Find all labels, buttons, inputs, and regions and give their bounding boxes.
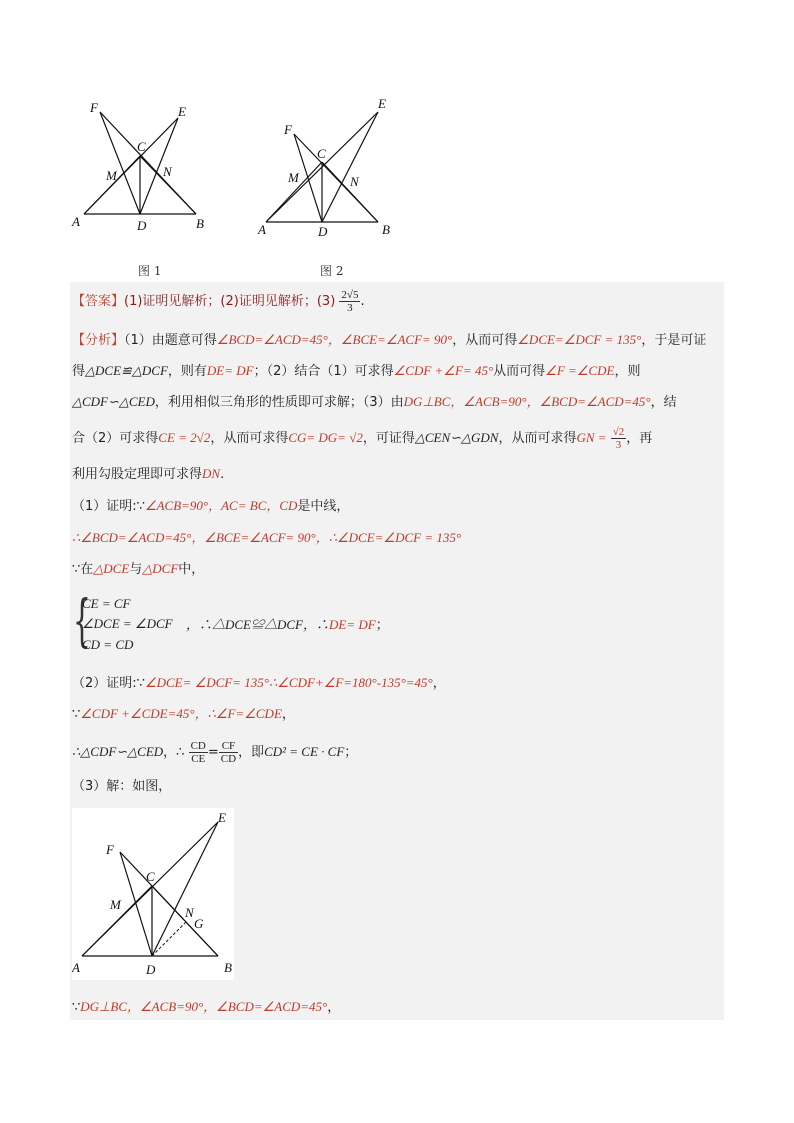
- fig2-label-A: A: [258, 222, 266, 237]
- proof-text: ∵: [72, 707, 81, 722]
- system-row-3: CD = CD: [82, 637, 134, 652]
- proof3-last-line: [72, 998, 340, 1017]
- fig3-label-N: N: [185, 905, 194, 920]
- proof-math: DE= DF: [329, 617, 376, 632]
- analysis-math: ∠CDF +∠F= 45°: [393, 363, 494, 378]
- analysis-text: ，从而可得: [452, 333, 518, 348]
- proof-math: △DCE: [93, 561, 130, 576]
- proof-math: ∠ACB=90°，AC= BC，CD: [144, 498, 298, 513]
- frac-den: 3: [615, 439, 622, 451]
- analysis-text: ，再: [626, 431, 653, 446]
- fig1-label-C: C: [137, 139, 146, 154]
- answer-fraction: [339, 289, 360, 314]
- analysis-text: ，则有: [167, 364, 207, 379]
- fig3-label-A: A: [72, 960, 80, 975]
- analysis-math: △CDF∽△CED: [72, 394, 155, 409]
- answer-frac-num: 2√5: [341, 289, 359, 301]
- analysis-text: （1）由题意可得: [124, 333, 217, 348]
- proof-text: ；: [375, 618, 389, 633]
- frac-num: √2: [612, 426, 625, 438]
- proof-text: ∵在: [72, 562, 94, 577]
- answer-frac-den: 3: [347, 302, 353, 314]
- analysis-text: ，从而可求得: [498, 431, 577, 446]
- proof-text: 是中线，: [297, 499, 350, 514]
- analysis-text: 利用勾股定理即可求得: [72, 467, 203, 482]
- proof1-line-2: ∴∠BCD=∠ACD=45°，∠BCE=∠ACF= 90°，∴∠DCE=∠DCF = 135°: [72, 530, 462, 545]
- proof-text: ，: [327, 1000, 341, 1015]
- fig3-label-D: D: [146, 962, 156, 977]
- fig3-label-C: C: [146, 869, 155, 884]
- system-row-2: ∠DCE = ∠DCF: [82, 616, 173, 631]
- proof1-line-1: [72, 497, 349, 516]
- frac-den: CE: [191, 753, 206, 765]
- figure-1-diagram: [66, 98, 216, 238]
- fig3-label-M: M: [110, 897, 121, 912]
- proof3-line-1: （3）解：如图，: [72, 779, 172, 794]
- proof-text: ，: [432, 676, 446, 691]
- analysis-tag: 【分析】: [72, 333, 125, 348]
- system-row-1: CE = CF: [82, 596, 131, 611]
- fig3-label-E: E: [218, 810, 226, 825]
- fig1-label-N: N: [163, 164, 172, 179]
- answer-text: (1)证明见解析；(2)证明见解析；(3): [124, 294, 336, 309]
- analysis-text: 从而可得: [493, 364, 546, 379]
- analysis-text: 合（2）可求得: [72, 431, 159, 446]
- proof-text: ；: [344, 745, 358, 760]
- proof-text: ，∴: [163, 745, 185, 760]
- analysis-math: GN =: [576, 430, 607, 445]
- figure-3-diagram: [72, 808, 234, 980]
- proof2-line-3: [72, 740, 357, 765]
- answer-line: [72, 289, 365, 314]
- frac-num: CF: [219, 740, 238, 753]
- analysis-line-5: [72, 465, 224, 484]
- proof-math: ，∴∠F=∠CDE: [194, 706, 282, 721]
- answer-tag: 【答案】: [72, 294, 125, 309]
- proof-math: ，∴△DCE≌△DCF，∴: [186, 617, 330, 632]
- equals-sign: =: [207, 745, 219, 760]
- analysis-text: ，从而可求得: [210, 431, 289, 446]
- analysis-math: DE= DF: [206, 363, 254, 378]
- analysis-math: CG= DG= √2: [288, 430, 363, 445]
- proof-math: △DCF: [142, 561, 179, 576]
- proof2-fraction-1: [189, 740, 208, 765]
- fig2-label-C: C: [317, 146, 326, 161]
- analysis-line-3: [72, 393, 677, 412]
- analysis-math: DN: [202, 466, 221, 481]
- proof-text: ∵: [72, 1000, 81, 1015]
- proof-math: ∠DCE= ∠DCF= 135°∴∠CDF+∠F=180°-135°=45°: [144, 675, 433, 690]
- fig2-label-E: E: [378, 96, 386, 111]
- proof-text: 中，: [178, 562, 205, 577]
- analysis-math: ∠DCE=∠DCF = 135°: [517, 332, 642, 347]
- analysis-text: ，结: [650, 395, 677, 410]
- frac-num: CD: [190, 740, 206, 752]
- analysis-text: ；（2）结合（1）可求得: [253, 364, 394, 379]
- analysis-text: ，利用相似三角形的性质即可求解；（3）由: [154, 395, 404, 410]
- proof1-line-3: [72, 560, 204, 579]
- system-brace: {: [73, 589, 91, 654]
- proof1-system-tail: [186, 616, 389, 635]
- fig1-label-E: E: [178, 104, 186, 119]
- fig2-label-N: N: [350, 174, 359, 189]
- fig3-label-B: B: [224, 960, 232, 975]
- figure-2-diagram: [252, 96, 402, 241]
- analysis-math: △DCE≌△DCF: [85, 363, 168, 378]
- proof-math: DG⊥BC，∠ACB=90°，∠BCD=∠ACD=45°: [80, 999, 328, 1014]
- fig2-label-B: B: [382, 222, 390, 237]
- analysis-math: △CEN∽△GDN: [414, 430, 499, 445]
- analysis-fraction: [611, 426, 627, 451]
- analysis-line-4: [72, 426, 652, 451]
- fig1-label-B: B: [196, 216, 204, 231]
- fig1-label-A: A: [72, 214, 80, 229]
- proof-math: ∠CDF +∠CDE=45°: [80, 706, 195, 721]
- proof2-line-2: [72, 705, 295, 724]
- fig3-label-G: G: [194, 916, 204, 931]
- analysis-math: CE = 2√2: [158, 430, 211, 445]
- proof-text: （2）证明:∵: [72, 676, 145, 691]
- fig3-label-F: F: [106, 842, 114, 857]
- analysis-text: .: [220, 467, 225, 482]
- proof-math: ∴△CDF∽△CED: [72, 744, 164, 759]
- analysis-text: ，可证得: [362, 431, 415, 446]
- figure-1-caption: 图 1: [138, 264, 162, 278]
- figure-1: [66, 98, 216, 238]
- figure-3: [72, 808, 234, 980]
- fig2-label-D: D: [318, 224, 328, 239]
- figure-2: [252, 96, 402, 241]
- proof2-fraction-2: [219, 740, 238, 765]
- proof-math: CD² = CE · CF: [264, 744, 345, 759]
- analysis-math: DG⊥BC，∠ACB=90°，∠BCD=∠ACD=45°: [403, 394, 651, 409]
- proof-text: 与: [129, 562, 143, 577]
- fig2-label-M: M: [288, 170, 299, 185]
- answer-end: .: [360, 294, 365, 309]
- analysis-text: 得: [72, 364, 86, 379]
- analysis-math: ∠F =∠CDE: [545, 363, 615, 378]
- proof-text: （1）证明:∵: [72, 499, 145, 514]
- fig1-label-D: D: [137, 218, 147, 233]
- figure-2-caption: 图 2: [320, 264, 344, 278]
- analysis-line-2: [72, 362, 640, 381]
- frac-den: CD: [220, 753, 237, 765]
- fig1-label-F: F: [90, 100, 98, 115]
- analysis-line-1: [72, 331, 706, 350]
- proof2-line-1: [72, 674, 446, 693]
- proof-text: ，: [281, 707, 295, 722]
- fig2-label-F: F: [284, 122, 292, 137]
- proof-text: ，即: [238, 745, 265, 760]
- analysis-text: ，于是可证: [641, 333, 707, 348]
- analysis-math: ∠BCD=∠ACD=45°，∠BCE=∠ACF= 90°: [216, 332, 453, 347]
- analysis-text: ，则: [614, 364, 641, 379]
- fig1-label-M: M: [106, 168, 117, 183]
